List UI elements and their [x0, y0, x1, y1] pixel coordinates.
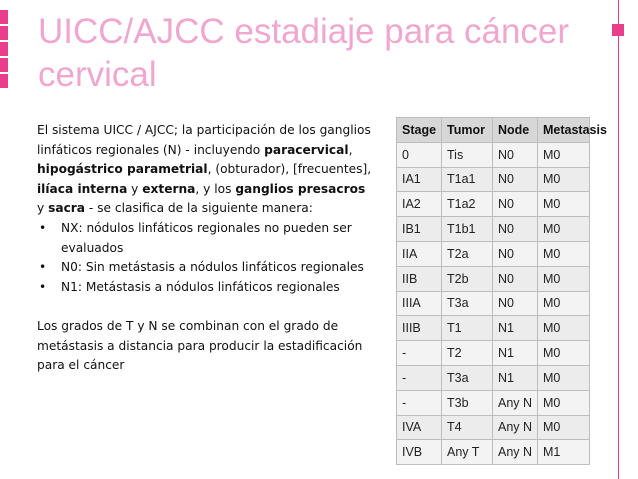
cell-stage: IA1 [397, 167, 442, 192]
cell-stage: - [397, 365, 442, 390]
closing-paragraph: Los grados de T y N se combinan con el grado de metástasis a distancia para producir la estadificación para el cáncer [37, 318, 363, 373]
cell-tumor: T1a2 [442, 192, 493, 217]
table-row [397, 241, 590, 266]
cell-stage: - [397, 390, 442, 415]
header-metastasis: Metastasis [538, 118, 590, 143]
header-tumor: Tumor [442, 118, 493, 143]
cell-node: N0 [493, 142, 538, 167]
cell-node: Any N [493, 415, 538, 440]
accent-vertical-line [618, 0, 619, 479]
cell-tumor: Any T [442, 440, 493, 465]
cell-tumor: Tis [442, 142, 493, 167]
cell-stage: - [397, 341, 442, 366]
cell-stage: IA2 [397, 192, 442, 217]
cell-tumor: T4 [442, 415, 493, 440]
cell-stage: IIB [397, 266, 442, 291]
header-stage: Stage [397, 118, 442, 143]
cell-node: N0 [493, 291, 538, 316]
accent-square [612, 24, 624, 36]
header-node: Node [493, 118, 538, 143]
table-row [397, 341, 590, 366]
cell-node: N0 [493, 241, 538, 266]
table-row [397, 415, 590, 440]
table-row [397, 390, 590, 415]
cell-metastasis: M0 [538, 192, 590, 217]
table-row [397, 291, 590, 316]
cell-tumor: T2b [442, 266, 493, 291]
accent-bar-4 [0, 58, 8, 72]
cell-metastasis: M0 [538, 266, 590, 291]
cell-metastasis: M0 [538, 291, 590, 316]
cell-tumor: T2a [442, 241, 493, 266]
accent-bar-1 [0, 10, 8, 24]
cell-metastasis: M0 [538, 167, 590, 192]
intro-paragraph: El sistema UICC / AJCC; la participación de los ganglios linfáticos regionales (N) - incluyendo paracervical, hipogástrico parametrial, (obturador), [frecuentes], ilíaca interna y externa, y los ganglios presacros y sacra - se clasifica de la siguiente manera: [37, 123, 372, 216]
cell-metastasis: M0 [538, 241, 590, 266]
cell-metastasis: M0 [538, 390, 590, 415]
cell-node: N1 [493, 316, 538, 341]
cell-metastasis: M0 [538, 415, 590, 440]
body-text [37, 121, 372, 376]
cell-node: N0 [493, 217, 538, 242]
list-item: • NX: nódulos linfáticos regionales no pueden ser evaluados [37, 219, 372, 258]
table-row [397, 316, 590, 341]
cell-stage: IIIA [397, 291, 442, 316]
cell-node: Any N [493, 390, 538, 415]
cell-tumor: T1 [442, 316, 493, 341]
cell-metastasis: M0 [538, 316, 590, 341]
table-row [397, 192, 590, 217]
cell-tumor: T3b [442, 390, 493, 415]
table-row [397, 440, 590, 465]
list-item: • N0: Sin metástasis a nódulos linfáticos regionales [37, 258, 372, 278]
table-header-row [397, 118, 590, 143]
table-row [397, 365, 590, 390]
slide-title: UICC/AJCC estadiaje para cáncer cervical [38, 12, 570, 94]
cell-stage: IB1 [397, 217, 442, 242]
cell-node: N0 [493, 167, 538, 192]
cell-metastasis: M0 [538, 217, 590, 242]
accent-bar-2 [0, 26, 8, 40]
cell-stage: IIA [397, 241, 442, 266]
cell-tumor: T2 [442, 341, 493, 366]
accent-bar-3 [0, 42, 8, 56]
accent-bar-5 [0, 74, 8, 88]
node-classification-list [37, 219, 372, 297]
cell-metastasis: M0 [538, 365, 590, 390]
staging-table [396, 117, 607, 465]
cell-tumor: T3a [442, 291, 493, 316]
cell-tumor: T1a1 [442, 167, 493, 192]
table-row [397, 217, 590, 242]
cell-stage: IVB [397, 440, 442, 465]
cell-metastasis: M0 [538, 341, 590, 366]
cell-metastasis: M1 [538, 440, 590, 465]
cell-tumor: T3a [442, 365, 493, 390]
cell-node: N1 [493, 365, 538, 390]
cell-stage: IIIB [397, 316, 442, 341]
table-row [397, 266, 590, 291]
cell-node: N0 [493, 266, 538, 291]
cell-node: Any N [493, 440, 538, 465]
cell-stage: IVA [397, 415, 442, 440]
table-row [397, 142, 590, 167]
table-row [397, 167, 590, 192]
cell-node: N1 [493, 341, 538, 366]
cell-metastasis: M0 [538, 142, 590, 167]
cell-stage: 0 [397, 142, 442, 167]
cell-node: N0 [493, 192, 538, 217]
list-item: • N1: Metástasis a nódulos linfáticos regionales [37, 278, 372, 298]
cell-tumor: T1b1 [442, 217, 493, 242]
